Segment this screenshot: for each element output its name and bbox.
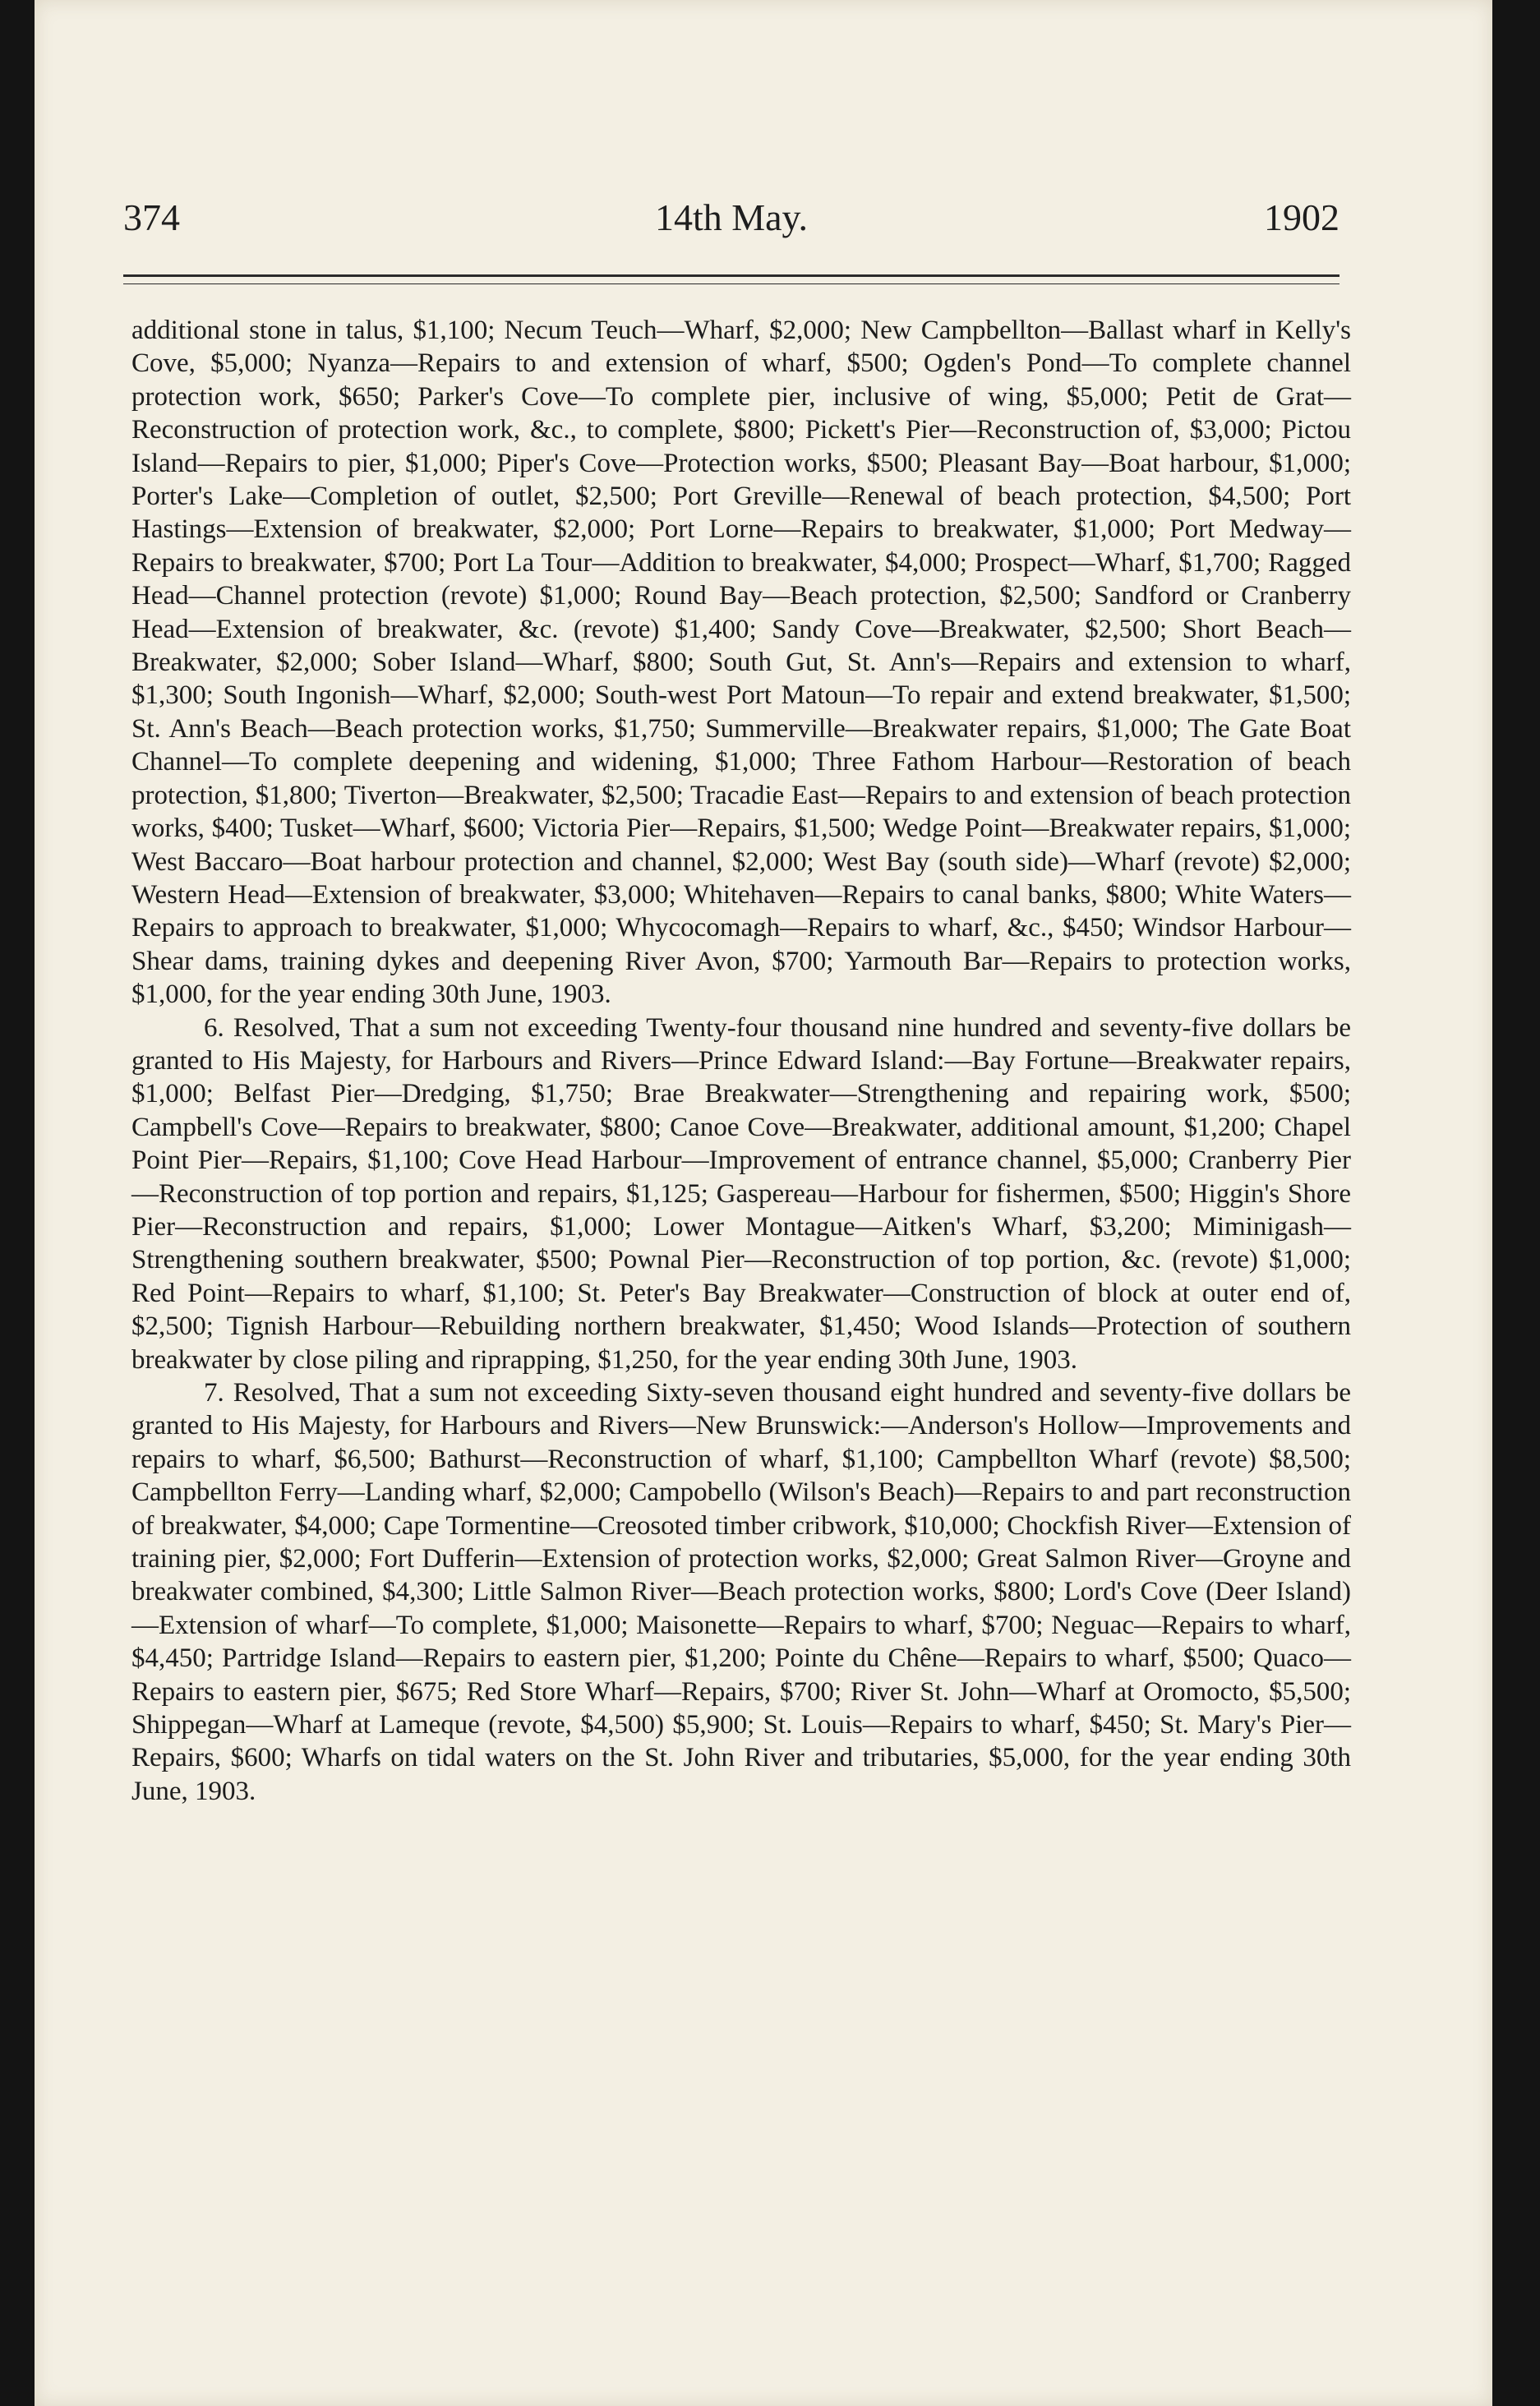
paragraph-resolution-6: 6. Resolved, That a sum not exceeding Twenty-four thousand nine hundred and seventy-five dollars be granted to His Majesty, for Harbours and Rivers—Prince Edward Island:—Bay Fortune—Breakwater repairs, $1,000; Belfast Pier—Dredging, $1,750; Brae Breakwater—Strengthening and repairing work, $500; Campbell's Cove—Repairs to breakwater, $800; Canoe Cove—Breakwater, additional amount, $1,200; Chapel Point Pier—Repairs, $1,100; Cove Head Harbour—Improvement of entrance channel, $5,000; Cranberry Pier—Reconstruction of top portion and repairs, $1,125; Gaspereau—Harbour for fishermen, $500; Higgin's Shore Pier—Reconstruction and repairs, $1,000; Lower Montague—Aitken's Wharf, $3,200; Miminigash—Strengthening southern breakwater, $500; Pownal Pier—Reconstruction of top portion, &c. (revote) $1,000; Red Point—Repairs to wharf, $1,100; St. Peter's Bay Breakwater—Construction of block at outer end of, $2,500; Tignish Harbour—Rebuilding northern breakwater, $1,450; Wood Islands—Protection of southern breakwater by close piling and riprapping, $1,250, for the year ending 30th June, 1903.: [131, 1012, 1351, 1375]
page-date: 14th May.: [654, 196, 809, 238]
paragraph-resolution-7: 7. Resolved, That a sum not exceeding Sixty-seven thousand eight hundred and seventy-five dollars be granted to His Majesty, for Harbours and Rivers—New Brunswick:—Anderson's Hollow—Improvements and repairs to wharf, $6,500; Bathurst—Reconstruction of wharf, $1,100; Campbellton Wharf (revote) $8,500; Campbellton Ferry—Landing wharf, $2,000; Campobello (Wilson's Beach)—Repairs to and part reconstruction of breakwater, $4,000; Cape Tormentine—Creosoted timber cribwork, $10,000; Chockfish River—Extension of training pier, $2,000; Fort Dufferin—Extension of protection works, $2,000; Great Salmon River—Groyne and breakwater combined, $4,300; Little Salmon River—Beach protection works, $800; Lord's Cove (Deer Island)—Extension of wharf—To complete, $1,000; Maisonette—Repairs to wharf, $700; Neguac—Repairs to wharf, $4,450; Partridge Island—Repairs to eastern pier, $1,200; Pointe du Chêne—Repairs to wharf, $500; Quaco—Repairs to eastern pier, $675; Red Store Wharf—Repairs, $700; River St. John—Wharf at Oromocto, $5,500; Shippegan—Wharf at Lameque (revote, $4,500) $5,900; St. Louis—Repairs to wharf, $450; St. Mary's Pier—Repairs, $600; Wharfs on tidal waters on the St. John River and tributaries, $5,000, for the year ending 30th June, 1903.: [131, 1378, 1351, 1806]
body-text: [131, 314, 1351, 1808]
paragraph-continuation: additional stone in talus, $1,100; Necum Teuch—Wharf, $2,000; New Campbellton—Ballast wharf in Kelly's Cove, $5,000; Nyanza—Repairs to and extension of wharf, $500; Ogden's Pond—To complete channel protection work, $650; Parker's Cove—To complete pier, inclusive of wing, $5,000; Petit de Grat—Reconstruction of protection work, &c., to complete, $800; Pickett's Pier—Reconstruction of, $3,000; Pictou Island—Repairs to pier, $1,000; Piper's Cove—Protection works, $500; Pleasant Bay—Boat harbour, $1,000; Porter's Lake—Completion of outlet, $2,500; Port Greville—Renewal of beach protection, $4,500; Port Hastings—Extension of breakwater, $2,000; Port Lorne—Repairs to breakwater, $1,000; Port Medway—Repairs to breakwater, $700; Port La Tour—Addition to breakwater, $4,000; Prospect—Wharf, $1,700; Ragged Head—Channel protection (revote) $1,000; Round Bay—Beach protection, $2,500; Sandford or Cranberry Head—Extension of breakwater, &c. (revote) $1,400; Sandy Cove—Breakwater, $2,500; Short Beach—Breakwater, $2,000; Sober Island—Wharf, $800; South Gut, St. Ann's—Repairs and extension to wharf, $1,300; South Ingonish—Wharf, $2,000; South-west Port Matoun—To repair and extend breakwater, $1,500; St. Ann's Beach—Beach protection works, $1,750; Summerville—Breakwater repairs, $1,000; The Gate Boat Channel—To complete deepening and widening, $1,000; Three Fathom Harbour—Restoration of beach protection, $1,800; Tiverton—Breakwater, $2,500; Tracadie East—Repairs to and extension of beach protection works, $400; Tusket—Wharf, $600; Victoria Pier—Repairs, $1,500; Wedge Point—Breakwater repairs, $1,000; West Baccaro—Boat harbour protection and channel, $2,000; West Bay (south side)—Wharf (revote) $2,000; Western Head—Extension of breakwater, $3,000; Whitehaven—Repairs to canal banks, $800; White Waters—Repairs to approach to breakwater, $1,000; Whycocomagh—Repairs to wharf, &c., $450; Windsor Harbour—Shear dams, training dykes and deepening River Avon, $700; Yarmouth Bar—Repairs to protection works, $1,000, for the year ending 30th June, 1903.: [131, 316, 1351, 1010]
page-year: 1902: [1264, 196, 1339, 238]
header-double-rule: [123, 274, 1339, 284]
running-header: [123, 196, 1339, 245]
page-number: 374: [123, 196, 180, 238]
